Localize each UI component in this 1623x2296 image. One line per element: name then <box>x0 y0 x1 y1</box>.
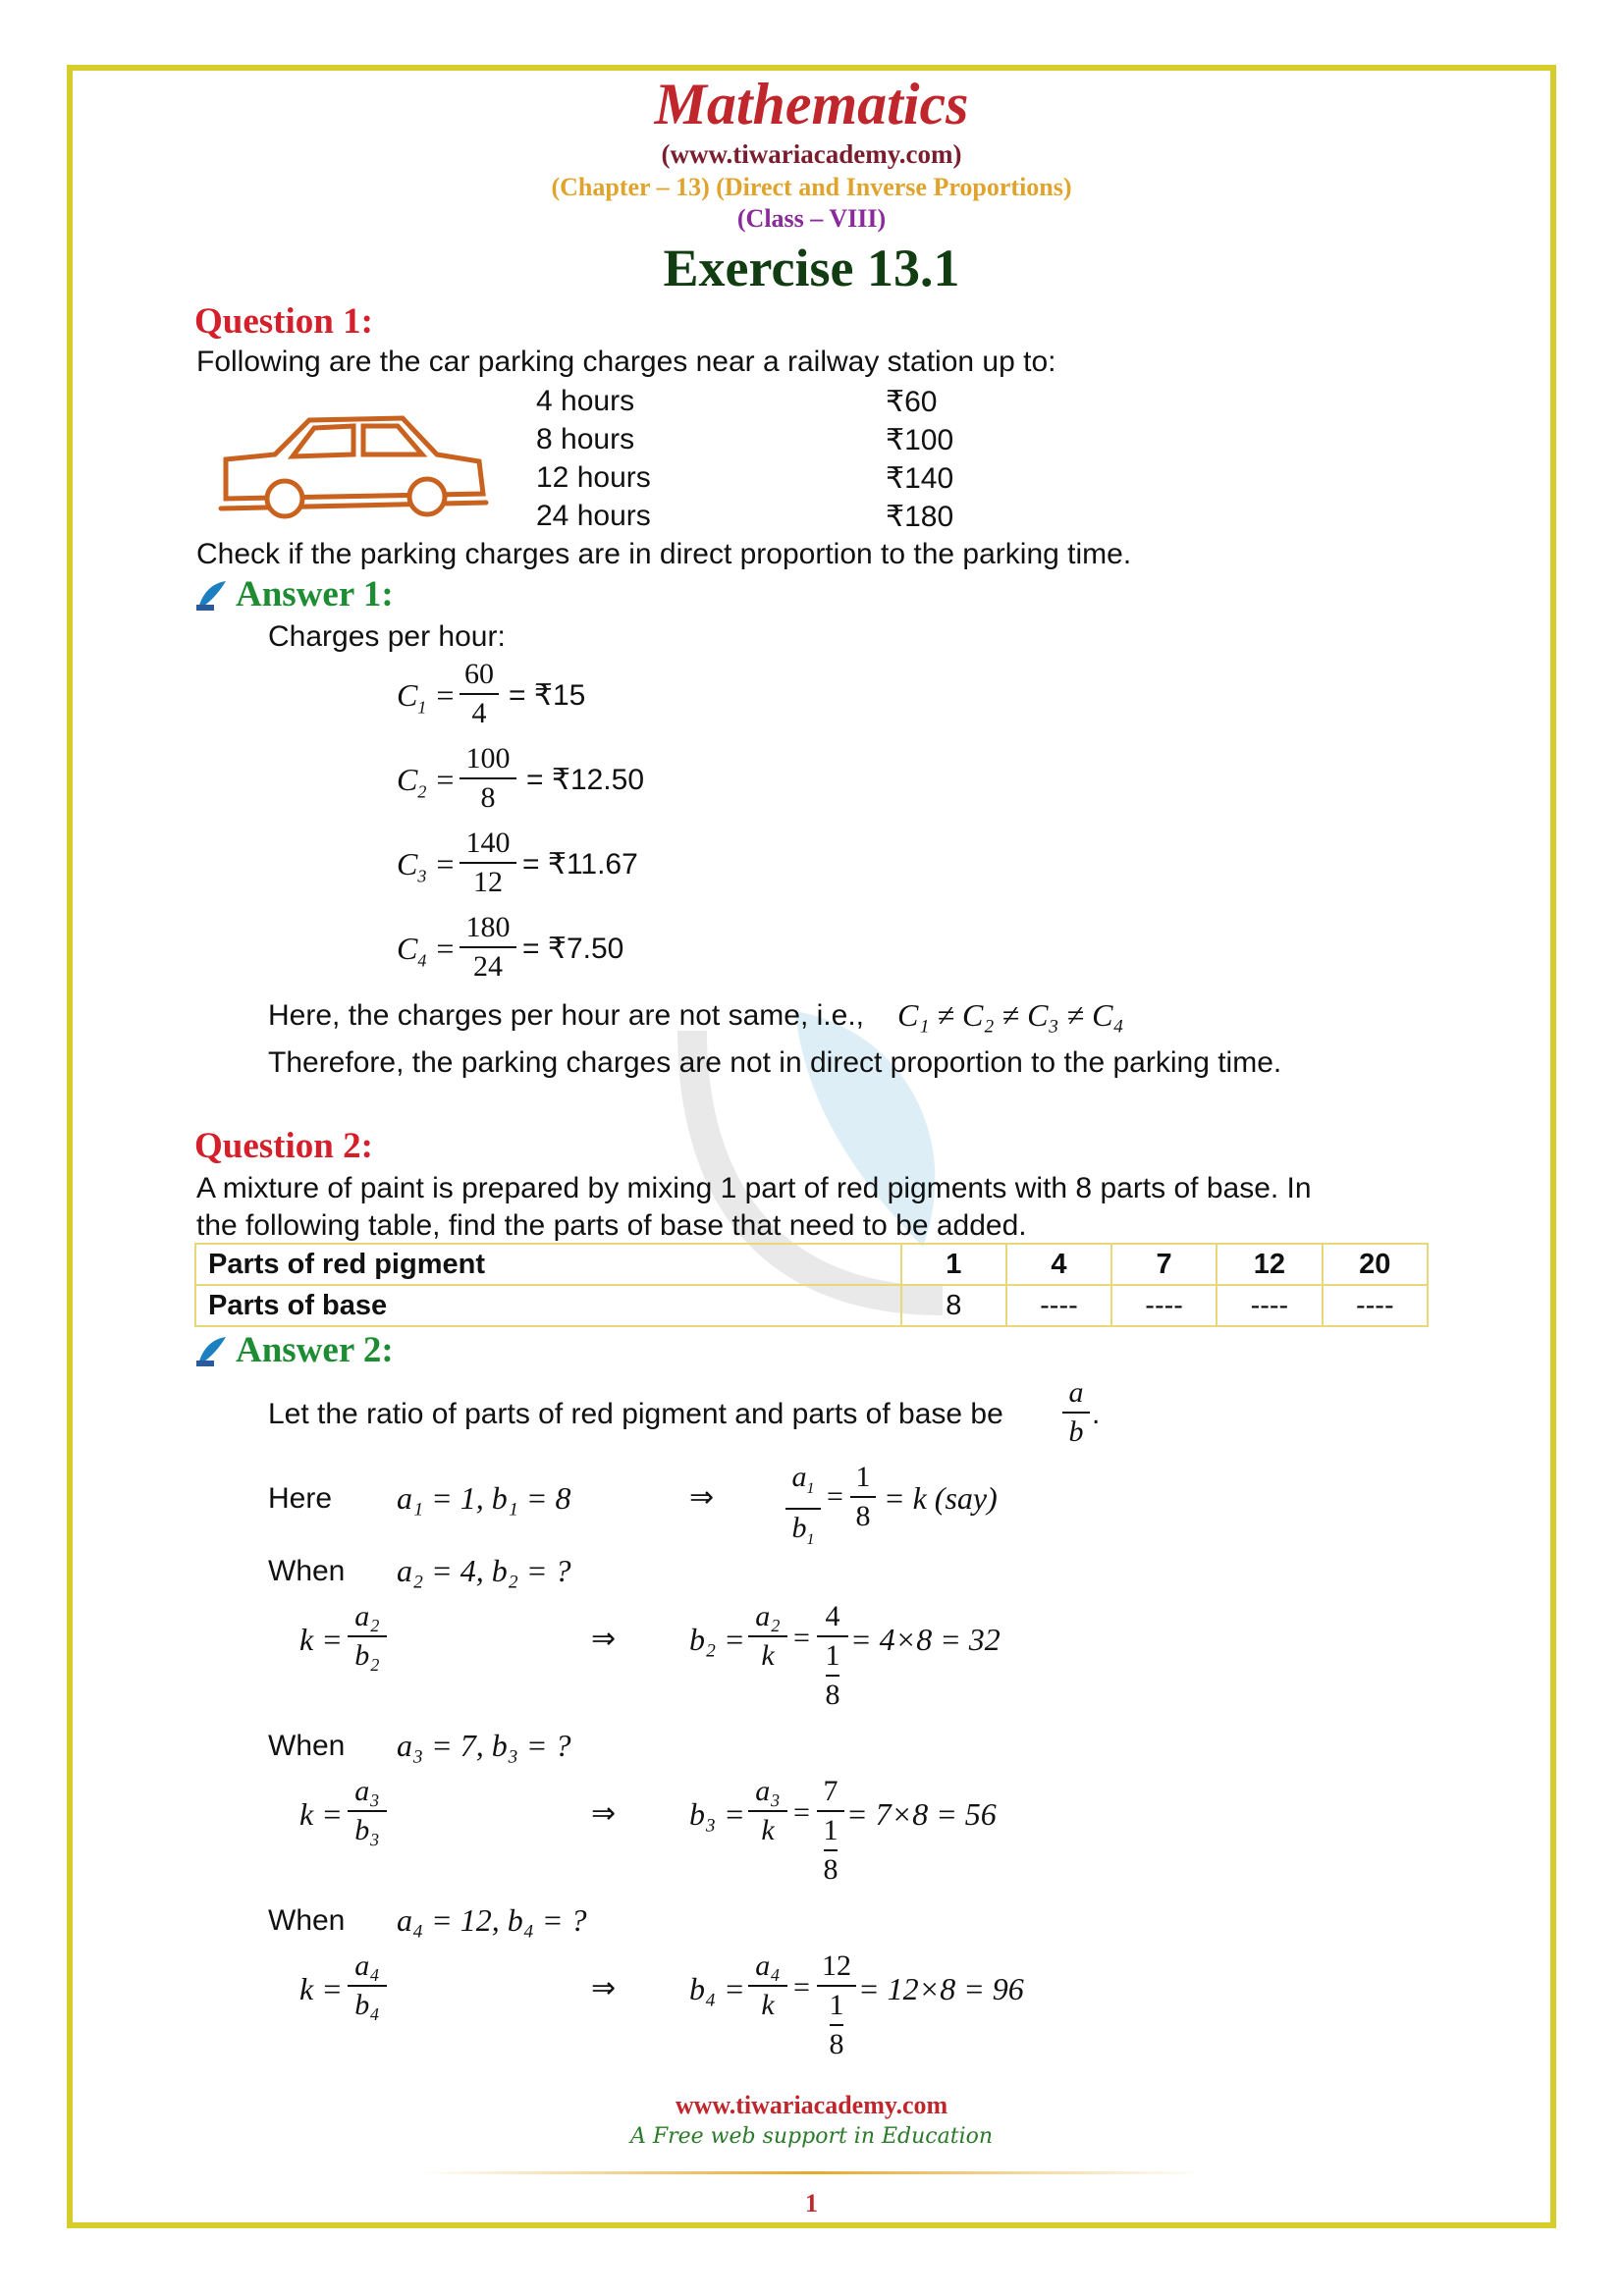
when-word: When <box>268 1555 346 1587</box>
page-number: 1 <box>805 2189 818 2217</box>
q1-charge-1: ₹60 <box>886 386 938 418</box>
step-1-result: = 4×8 = 32 <box>850 1622 1001 1657</box>
step-3-k-fraction: a₄ b₄ <box>348 1949 387 2022</box>
step-2-k-fraction: a₃ b₃ <box>348 1775 387 1847</box>
answer-1-intro: Charges per hour: <box>268 620 506 653</box>
c2-fraction: 100 8 <box>460 742 516 815</box>
answer-1-here: Here, the charges per hour are not same, i.e., <box>268 999 864 1032</box>
header-class: (Class – VIII) <box>736 204 887 233</box>
c1-fraction: 60 4 <box>460 658 499 730</box>
step-1-condition: a₂ = 4, b₂ = ? <box>397 1553 571 1588</box>
equals: = <box>793 1971 810 2003</box>
c4-lhs: $C_4$ = <box>397 931 456 971</box>
table-cell: ---- <box>1217 1285 1322 1326</box>
pigment-table <box>194 1243 1429 1327</box>
table-cell: 4 <box>1006 1244 1111 1285</box>
one-eighth-fraction: 1 8 <box>850 1461 876 1533</box>
c2-result: = ₹12.50 <box>526 764 645 796</box>
question-2-label: Question 2: <box>194 1126 373 1166</box>
step-1-compound-fraction: 4 1 8 <box>817 1600 848 1712</box>
c2-lhs: $C_2$ = <box>397 762 456 802</box>
c4-result: = ₹7.50 <box>522 933 624 965</box>
answer-1-label: Answer 1: <box>236 574 394 614</box>
step-3-b: b₄ = <box>689 1971 745 2006</box>
table-row-head: Parts of base <box>195 1285 901 1326</box>
implies-arrow: ⇒ <box>591 1623 617 1655</box>
step-2-result: = 7×8 = 56 <box>846 1796 997 1832</box>
step-3-condition: a₄ = 12, b₄ = ? <box>397 1902 587 1938</box>
table-row <box>195 1285 1428 1326</box>
step-2-ak-fraction: a₃ k <box>748 1775 787 1847</box>
ratio-fraction: a b <box>1062 1376 1090 1449</box>
implies-arrow: ⇒ <box>591 1972 617 2004</box>
when-word: When <box>268 1730 346 1762</box>
table-cell: ---- <box>1006 1285 1111 1326</box>
a1-b1-fraction: $a_1$ $b_1$ <box>785 1461 821 1557</box>
question-1-label: Question 1: <box>194 301 373 342</box>
q1-hours-1: 4 hours <box>536 385 635 417</box>
question-2-text-1: A mixture of paint is prepared by mixing 1 part of red pigments with 8 parts of base. In <box>196 1172 1312 1204</box>
table-cell: ---- <box>1323 1285 1428 1326</box>
step-2-k: k = <box>299 1796 343 1832</box>
table-cell: 8 <box>901 1285 1006 1326</box>
step-2-condition: a₃ = 7, b₃ = ? <box>397 1728 571 1763</box>
step-1-ak-fraction: a₂ k <box>748 1600 787 1673</box>
answer-2-label: Answer 2: <box>236 1330 394 1370</box>
step-1-k: k = <box>299 1622 343 1657</box>
table-cell: ---- <box>1111 1285 1217 1326</box>
q1-charge-2: ₹100 <box>886 424 954 456</box>
k-say: = k (say) <box>884 1480 998 1516</box>
step-2-b: b₃ = <box>689 1796 745 1832</box>
table-cell: 20 <box>1323 1244 1428 1285</box>
question-2-text-2: the following table, find the parts of base that need to be added. <box>196 1209 1027 1242</box>
step-3-k: k = <box>299 1971 343 2006</box>
equals: = <box>793 1796 810 1829</box>
exercise-title: Exercise 13.1 <box>663 239 960 297</box>
question-1-check: Check if the parking charges are in direct proportion to the parking time. <box>196 538 1132 570</box>
period: . <box>1092 1398 1101 1430</box>
answer-2-intro: Let the ratio of parts of red pigment and parts of base be <box>268 1398 1003 1430</box>
header-site: (www.tiwariacademy.com) <box>661 139 962 169</box>
car-icon <box>216 400 491 528</box>
table-row <box>195 1244 1428 1285</box>
q1-charge-4: ₹180 <box>886 501 954 533</box>
q1-hours-2: 8 hours <box>536 423 635 455</box>
footer-site: www.tiwariacademy.com <box>675 2091 948 2119</box>
q1-charge-3: ₹140 <box>886 462 954 495</box>
answer-1-conclusion: Therefore, the parking charges are not in direct proportion to the parking time. <box>268 1046 1282 1079</box>
implies-arrow: ⇒ <box>689 1481 715 1514</box>
step-3-ak-fraction: a₄ k <box>748 1949 787 2022</box>
answer-quill-icon <box>194 1335 228 1368</box>
equals: = <box>827 1480 843 1513</box>
c1-result: = ₹15 <box>509 679 586 712</box>
q1-hours-3: 12 hours <box>536 461 651 494</box>
equals: = <box>793 1622 810 1654</box>
implies-arrow: ⇒ <box>591 1797 617 1830</box>
answer-1-inequality: C₁ ≠ C₂ ≠ C₃ ≠ C₄ <box>897 997 1124 1033</box>
table-cell: 12 <box>1217 1244 1322 1285</box>
answer-quill-icon <box>194 579 228 613</box>
question-1-text: Following are the car parking charges near a railway station up to: <box>196 346 1056 378</box>
step-2-compound-fraction: 7 1 8 <box>817 1775 844 1887</box>
table-cell: 1 <box>901 1244 1006 1285</box>
q1-hours-4: 24 hours <box>536 500 651 532</box>
header-chapter: (Chapter – 13) (Direct and Inverse Proportions) <box>551 173 1072 201</box>
c3-fraction: 140 12 <box>460 827 516 899</box>
table-cell: 7 <box>1111 1244 1217 1285</box>
footer-tagline: A Free web support in Education <box>629 2124 994 2149</box>
step-3-result: = 12×8 = 96 <box>858 1971 1024 2006</box>
c3-lhs: $C_3$ = <box>397 846 456 886</box>
here-values: a₁ = 1, b₁ = 8 <box>397 1480 571 1516</box>
when-word: When <box>268 1904 346 1937</box>
page-title: Mathematics <box>654 72 969 136</box>
step-1-k-fraction: a₂ b₂ <box>348 1600 387 1673</box>
c3-result: = ₹11.67 <box>522 848 638 881</box>
c4-fraction: 180 24 <box>460 911 516 984</box>
step-3-compound-fraction: 12 1 8 <box>817 1949 856 2061</box>
c1-lhs: $C_1$ = <box>397 677 456 718</box>
table-row-head: Parts of red pigment <box>195 1244 901 1285</box>
step-1-b: b₂ = <box>689 1622 745 1657</box>
here-word: Here <box>268 1482 333 1515</box>
footer-divider <box>422 2171 1201 2174</box>
